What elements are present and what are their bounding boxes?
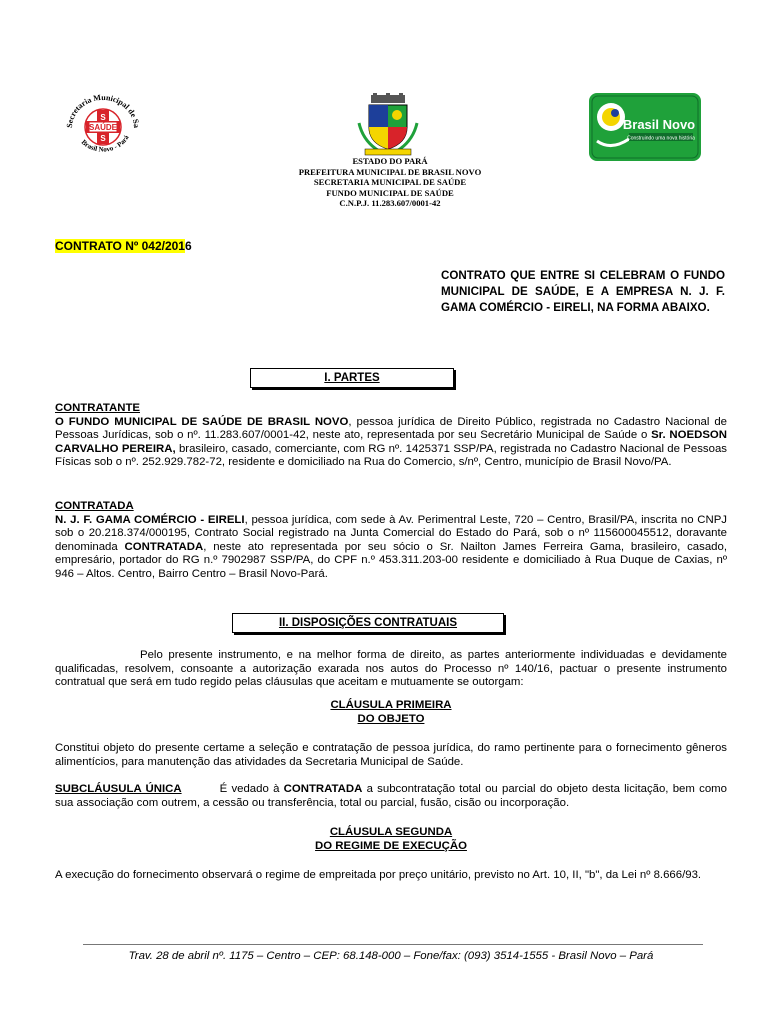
footer-divider [83,944,703,945]
header-secretariat: SECRETARIA MUNICIPAL DE SAÚDE [313,177,467,187]
municipal-coat-of-arms [357,93,419,157]
document-header [200,156,580,209]
section-provisions-heading: II. DISPOSIÇÕES CONTRATUAIS [232,613,504,633]
svg-text:S: S [100,113,106,122]
intro-paragraph: Pelo presente instrumento, e na melhor forma de direito, as partes anteriormente individuadas e devidamente qualificadas, resolvem, consoante a autorização exarada nos autos do Processo nº 140/16, pactuar o presente instrumento contratual que será em tudo regido pelas cláusulas que aceitam e mutuamente se outorgam: [55,649,727,689]
svg-text:Secretaria Municipal de Saúde: Secretaria Municipal de Sa [64,94,142,129]
clause-1-title: CLÁUSULA PRIMEIRA [330,699,452,711]
contract-number-rest: 6 [184,239,192,253]
contracted-party-details-2: , neste ato representada por seu sócio o Sr. Nailton James Ferreira Gama, brasileiro, casado, empresário, portador do RG n.º 7902987 SSP/PA, do CPF n.º 453.311.203-00 residente e domiciliado à Rua Duque de Caxias, nº 946 – Altos. Centro, Bairro Centro – Brasil Novo-Pará. [55,540,727,580]
subclause-text-2: a subcontratação total ou parcial do objeto desta licitação, bem como sua associação com outrem, a cessão ou transferência, total ou parcial, fusão, cisão ou incorporação. [55,783,727,809]
contracting-party-representative: Sr. NOEDSON CARVALHO PEREIRA, [55,429,727,455]
subclause-text-1: É vedado à [219,783,284,795]
contracting-party-details-2: brasileiro, casado, comerciante, com RG nº. 1425371 SSP/PA, registrada no Cadastro Nacional de Pessoas Físicas sob o nº. 252.929.782-72, residente e domiciliado na Rua do Comercio, s/nº, Centro, município de Brasil Novo/PA. [55,442,727,469]
health-secretariat-logo [62,94,144,158]
contracting-party-details-1: , pessoa jurídica de Direito Público, registrada no Cadastro Nacional de Pessoas Jurídicas, sob o nº. 11.283.607/0001-42, neste ato, representada por seu Secretário Municipal de Saúde o [55,415,727,442]
subclause-block [55,783,727,810]
contracted-party-text [55,514,727,582]
clause-2-title: CLÁUSULA SEGUNDA [329,826,453,838]
clause-2-subtitle: DO REGIME DE EXECUÇÃO [315,840,467,852]
svg-text:Brasil Novo - Pará: Brasil Novo - Pará [79,133,131,154]
brasil-novo-logo [589,93,701,161]
contract-summary: CONTRATO QUE ENTRE SI CELEBRAM O FUNDO MUNICIPAL DE SAÚDE, E A EMPRESA N. J. F. GAMA COMÉRCIO - EIRELI, NA FORMA ABAIXO. [441,269,725,314]
contracted-party-details-1: , pessoa jurídica, com sede à Av. Perimentral Leste, 720 – Centro, Brasil/PA, inscrita no CNPJ sob o 20.218.374/000195, Contrato Social registrado na Junta Comercial do Estado do Pará, sob o nº 115600045512, doravante denominada [55,513,727,553]
contract-number [55,239,192,253]
contracting-party-name: O FUNDO MUNICIPAL DE SAÚDE DE BRASIL NOVO [55,415,349,428]
clause-1-subtitle: DO OBJETO [357,713,425,725]
header-prefecture: PREFEITURA MUNICIPAL DE BRASIL NOVO [298,166,482,177]
contracting-party-label: CONTRATANTE [55,402,140,414]
footer-address: Trav. 28 de abril nº. 1175 – Centro – CEP: 68.148-000 – Fone/fax: (093) 3514-1555 - Brasil Novo – Pará [128,950,654,962]
clause-1-text: Constitui objeto do presente certame a seleção e contratação de pessoa jurídica, do ramo pertinente para o fornecimento gêneros alimentícios, para manutenção das atividades da Secretaria Municipal de Saúde. [55,742,727,768]
contracted-party-alias: CONTRATADA [124,540,204,553]
subclause-label: SUBCLÁUSULA ÚNICA [55,783,182,795]
header-fund: FUNDO MUNICIPAL DE SAÚDE [326,187,454,198]
svg-text:S: S [100,134,106,143]
contracted-party-block [55,500,727,582]
svg-text:SAÚDE: SAÚDE [88,123,118,132]
clause-2-text: A execução do fornecimento observará o regime de empreitada por preço unitário, previsto no Art. 10, II, "b", da Lei nº 8.666/93. [55,869,702,881]
svg-text:Brasil Novo: Brasil Novo [622,117,696,132]
svg-text:Construindo uma nova história: Construindo uma nova história [627,135,695,142]
header-cnpj: C.N.P.J. 11.283.607/0001-42 [339,198,441,208]
contracting-party-text [55,416,727,470]
subclause-bold: CONTRATADA [283,783,363,795]
section-parties-heading: I. PARTES [250,368,454,388]
contract-number-highlight: CONTRATO Nº 042/201 [55,239,185,253]
header-state: ESTADO DO PARÁ [352,156,428,166]
contracting-party-block [55,402,727,470]
contracted-party-label: CONTRATADA [55,500,134,512]
contracted-party-name: N. J. F. GAMA COMÉRCIO - EIRELI [55,513,245,526]
